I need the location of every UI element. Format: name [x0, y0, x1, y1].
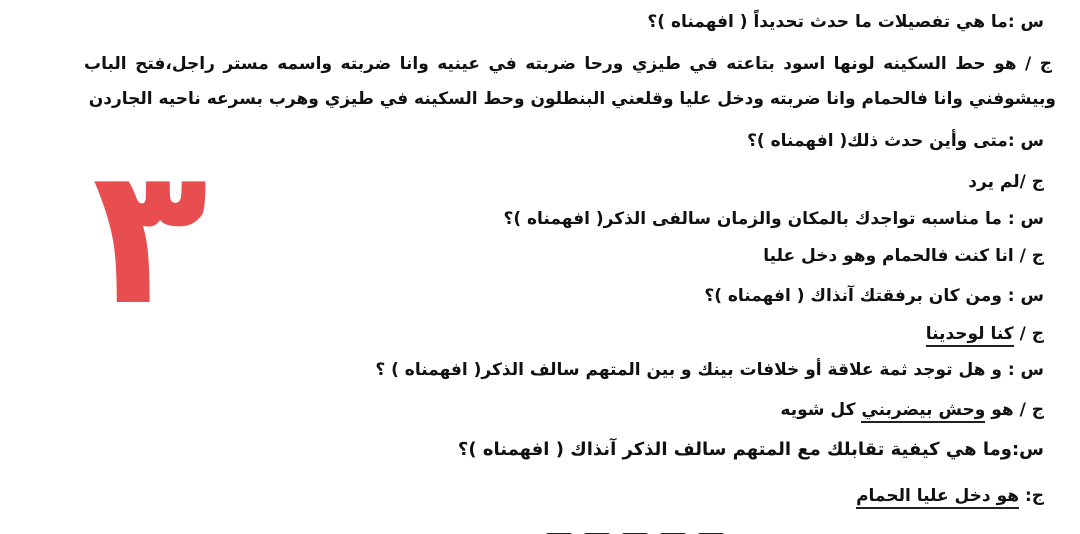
answer-no-reply: ج /لم يرد [968, 172, 1044, 192]
answer-encounter [856, 484, 1044, 508]
answer-details-line-1: ج / هو حط السكينه لونها اسود بتاعته في طيزي ورحا ضربته في عينيه وانا ضربته واسمه مستر راجل،فتح الباب [84, 54, 1052, 74]
answer-suffix: كل شويه [780, 400, 862, 420]
question-companions: س : ومن كان برفقتك آنذاك ( افهمناه )؟ [704, 286, 1044, 306]
question-relationship: س : و هل توجد ثمة علاقة أو خلافات بينك و بين المتهم سالف الذكر( افهمناه ) ؟ [375, 360, 1044, 380]
red-number-overlay: ٣ [92, 126, 208, 347]
answer-alone [926, 322, 1044, 346]
cut-off-text-row [540, 522, 780, 534]
answer-in-bathroom: ج / انا كنت فالحمام وهو دخل عليا [763, 246, 1044, 266]
underlined-answer: وحش بيضربني [861, 400, 985, 423]
answer-prefix: ج / هو [985, 400, 1044, 420]
question-details: س :ما هي تفصيلات ما حدث تحديداً ( افهمناه )؟ [647, 12, 1044, 32]
question-reason-presence: س : ما مناسبه تواجدك بالمكان والزمان سالفى الذكر( افهمناه )؟ [503, 209, 1044, 229]
underlined-answer: هو دخل عليا الحمام [856, 486, 1019, 509]
underlined-answer: كنا لوحدينا [926, 324, 1014, 347]
answer-prefix: ج / [1013, 324, 1044, 344]
answer-relationship [780, 398, 1044, 422]
question-when-where: س :متى وأين حدث ذلك( افهمناه )؟ [747, 131, 1044, 151]
answer-prefix: ج: [1019, 486, 1044, 506]
answer-details-line-2: وبيشوفني وانا فالحمام وانا ضربته ودخل عليا وقلعني البنطلون وحط السكينه في طيزي وهرب بسرعه ناحيه الجاردن [88, 89, 1056, 109]
question-encounter: س:وما هي كيفية تقابلك مع المتهم سالف الذكر آنذاك ( افهمناه )؟ [457, 439, 1044, 460]
